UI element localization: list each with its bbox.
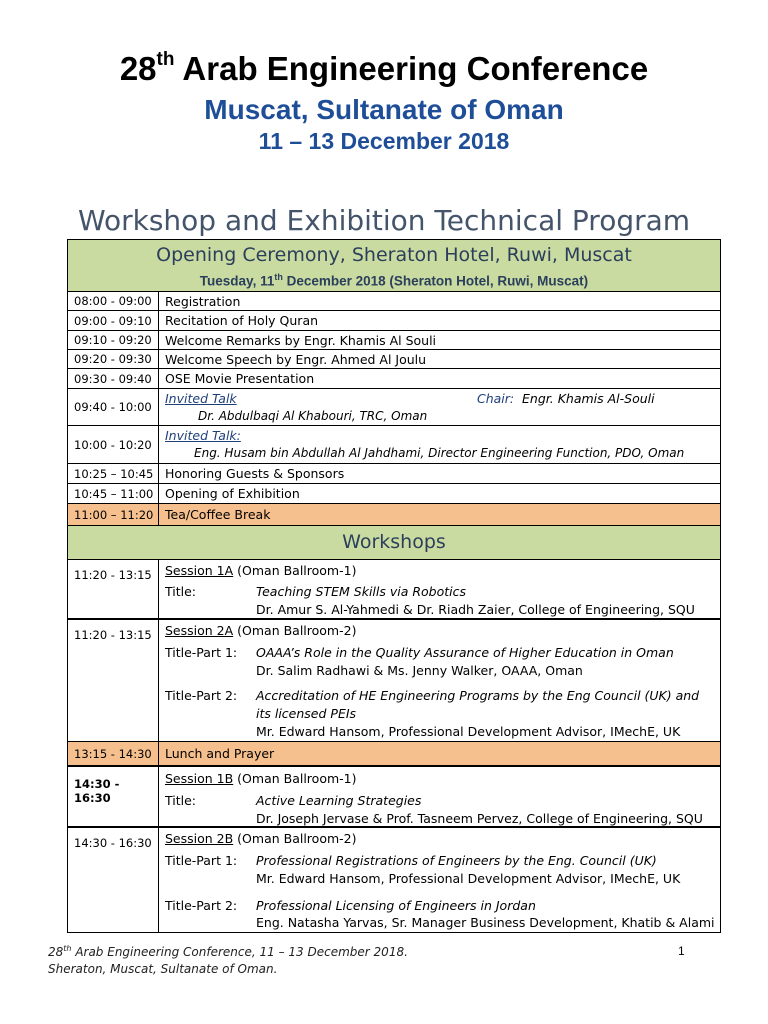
schedule-row bbox=[67, 484, 721, 504]
conference-title: 28th Arab Engineering Conference bbox=[119, 49, 649, 87]
opening-ceremony-date: Tuesday, 11th December 2018 (Sheraton Hotel, Ruwi, Muscat) bbox=[199, 272, 589, 289]
activity-cell: Welcome Remarks by Engr. Khamis Al Souli bbox=[165, 333, 437, 348]
invited-talk-row bbox=[67, 426, 721, 464]
session-row bbox=[67, 560, 721, 620]
session-speakers-part1: Mr. Edward Hansom, Professional Development Advisor, IMechE, UK bbox=[256, 871, 681, 886]
session-heading: Session 2A (Oman Ballroom-2) bbox=[165, 623, 357, 638]
session-heading: Session 1A (Oman Ballroom-1) bbox=[165, 563, 357, 578]
time-cell: 10:45 – 11:00 bbox=[68, 484, 159, 503]
title-label: Title: bbox=[165, 584, 196, 599]
session-speakers: Dr. Joseph Jervase & Prof. Tasneem Pervez, College of Engineering, SQU bbox=[256, 811, 703, 826]
break-row bbox=[67, 504, 721, 526]
activity-cell: Lunch and Prayer bbox=[165, 746, 275, 761]
time-cell: 13:15 - 14:30 bbox=[68, 742, 159, 765]
time-cell: 11:00 – 11:20 bbox=[68, 504, 159, 525]
footer-line-2: Sheraton, Muscat, Sultanate of Oman. bbox=[48, 962, 278, 976]
speaker-name: Dr. Abdulbaqi Al Khabouri, TRC, Oman bbox=[198, 409, 428, 423]
session-speakers-part2: Eng. Natasha Yarvas, Sr. Manager Business Development, Khatib & Alami bbox=[256, 915, 715, 930]
schedule-row bbox=[67, 311, 721, 331]
time-cell: 10:25 – 10:45 bbox=[68, 464, 159, 483]
activity-cell: Welcome Speech by Engr. Ahmed Al Joulu bbox=[165, 352, 427, 367]
activity-cell: Registration bbox=[165, 294, 241, 309]
title-part1-label: Title-Part 1: bbox=[165, 853, 238, 868]
invited-talk-label: Invited Talk bbox=[165, 391, 237, 406]
session-speakers-part1: Dr. Salim Radhawi & Ms. Jenny Walker, OAAA, Oman bbox=[256, 663, 583, 678]
workshops-title: Workshops bbox=[342, 531, 446, 553]
workshops-header bbox=[67, 526, 721, 560]
session-title-part2-cont: its licensed PEIs bbox=[256, 706, 357, 721]
time-cell: 11:20 - 13:15 bbox=[68, 620, 159, 741]
lunch-row bbox=[67, 742, 721, 767]
time-cell: 10:00 - 10:20 bbox=[68, 426, 159, 463]
session-row bbox=[67, 620, 721, 742]
schedule-row bbox=[67, 350, 721, 369]
speaker-name: Eng. Husam bin Abdullah Al Jahdhami, Director Engineering Function, PDO, Oman bbox=[194, 446, 685, 460]
time-cell: 11:20 - 13:15 bbox=[68, 560, 159, 618]
footer-line-1: 28th Arab Engineering Conference, 11 – 13 December 2018. bbox=[48, 944, 408, 959]
schedule-row bbox=[67, 464, 721, 484]
title-part1-label: Title-Part 1: bbox=[165, 645, 238, 660]
time-cell: 09:00 - 09:10 bbox=[68, 311, 159, 330]
time-cell: 08:00 - 09:00 bbox=[68, 292, 159, 310]
chair-name: Engr. Khamis Al-Souli bbox=[522, 391, 655, 406]
activity-cell: OSE Movie Presentation bbox=[165, 371, 315, 386]
activity-cell: Opening of Exhibition bbox=[165, 486, 300, 501]
session-row bbox=[67, 767, 721, 828]
invited-talk-label: Invited Talk: bbox=[165, 428, 241, 443]
activity-cell: Tea/Coffee Break bbox=[165, 507, 271, 522]
session-title-part2: Professional Licensing of Engineers in Jordan bbox=[256, 898, 536, 913]
title-label: Title: bbox=[165, 793, 196, 808]
session-title: Teaching STEM Skills via Robotics bbox=[256, 584, 467, 599]
opening-ceremony-title: Opening Ceremony, Sheraton Hotel, Ruwi, Muscat bbox=[156, 244, 632, 266]
time-cell: 09:10 - 09:20 bbox=[68, 331, 159, 349]
schedule-row bbox=[67, 369, 721, 389]
conference-location: Muscat, Sultanate of Oman bbox=[204, 94, 564, 125]
session-heading: Session 2B (Oman Ballroom-2) bbox=[165, 831, 357, 846]
opening-ceremony-header bbox=[67, 239, 721, 292]
session-speakers-part2: Mr. Edward Hansom, Professional Development Advisor, IMechE, UK bbox=[256, 724, 681, 739]
session-title-part2: Accreditation of HE Engineering Programs by the Eng Council (UK) and bbox=[256, 688, 700, 703]
title-part2-label: Title-Part 2: bbox=[165, 688, 238, 703]
time-cell: 09:40 - 10:00 bbox=[68, 389, 159, 425]
session-row bbox=[67, 828, 721, 933]
session-speakers: Dr. Amur S. Al-Yahmedi & Dr. Riadh Zaier, College of Engineering, SQU bbox=[256, 602, 695, 617]
conference-dates: 11 – 13 December 2018 bbox=[258, 128, 510, 154]
time-cell: 14:30 - 16:30 bbox=[68, 767, 159, 826]
session-title-part1: Professional Registrations of Engineers by the Eng. Council (UK) bbox=[256, 853, 657, 868]
session-title: Active Learning Strategies bbox=[256, 793, 422, 808]
schedule-row bbox=[67, 292, 721, 311]
time-cell: 14:30 - 16:30 bbox=[68, 828, 159, 932]
page-number: 1 bbox=[678, 944, 685, 958]
time-cell: 09:30 - 09:40 bbox=[68, 369, 159, 388]
session-heading: Session 1B (Oman Ballroom-1) bbox=[165, 771, 357, 786]
session-title-part1: OAAA’s Role in the Quality Assurance of Higher Education in Oman bbox=[256, 645, 674, 660]
activity-cell: Honoring Guests & Sponsors bbox=[165, 466, 345, 481]
title-part2-label: Title-Part 2: bbox=[165, 898, 238, 913]
chair-label: Chair: bbox=[477, 391, 515, 406]
time-cell: 09:20 - 09:30 bbox=[68, 350, 159, 368]
activity-cell: Recitation of Holy Quran bbox=[165, 313, 319, 328]
invited-talk-row bbox=[67, 389, 721, 426]
schedule-row bbox=[67, 331, 721, 350]
program-title: Workshop and Exhibition Technical Program bbox=[77, 204, 691, 237]
